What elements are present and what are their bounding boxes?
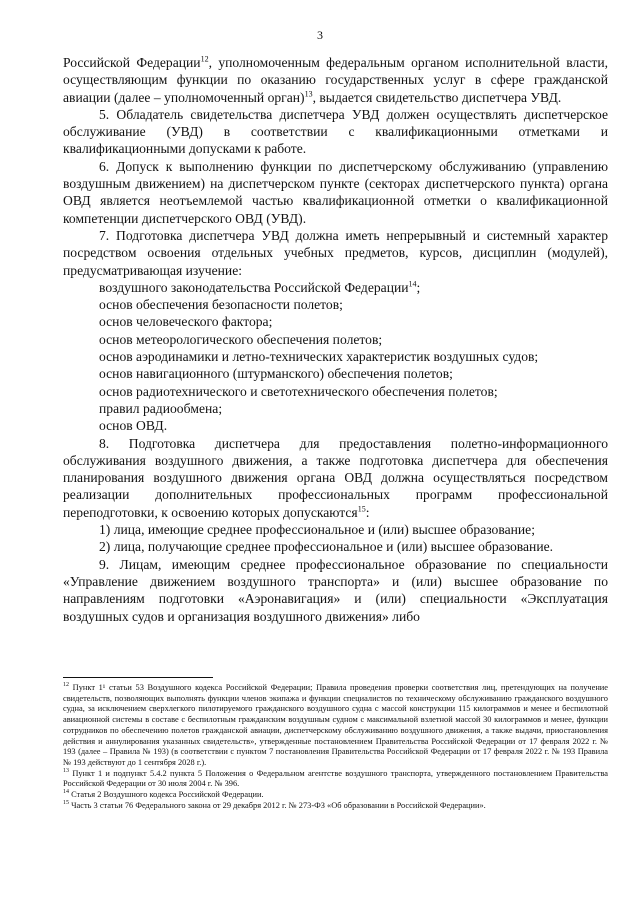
paragraph-6: 6. Допуск к выполнению функции по диспетчерскому обслуживанию (управлению воздушным движением) на диспетчерском пункте (секторах диспетчерского пункта) органа ОВД является неотъемлемой частью квалификационной отметки о квалификационной компетенции диспетчерского ОВД (УВД). <box>63 158 608 226</box>
footnote-ref-13: 13 <box>304 89 313 99</box>
footnotes <box>63 683 608 811</box>
document-body <box>63 54 608 625</box>
footnote-text: Статья 2 Воздушного кодекса Российской Федерации. <box>71 790 264 800</box>
footnote-mark: 14 <box>63 789 69 796</box>
text-fragment: , уполномоченным федеральным органом исполнительной власти, осуществляющим функции по оказанию государственных услуг в сфере гражданской авиации (далее – уполномоченный орган) <box>63 55 608 105</box>
text-fragment: 8. Подготовка диспетчера для предоставления полетно-информационного обслуживания воздушного движения, а также подготовка диспетчера для обеспечения планирования воздушного движения органа ОВД должна осуществляться посредством реализации дополнительных профессиональных программ профессиональной переподготовки, к освоению которых допускаются <box>63 435 608 520</box>
subject-item: основ аэродинамики и летно-технических характеристик воздушных судов; <box>99 349 539 365</box>
paragraph-5: 5. Обладатель свидетельства диспетчера УВД должен осуществлять диспетчерское обслуживание (УВД) в соответствии с квалификационными отметками и квалификационными допусками к работе. <box>63 106 608 157</box>
text-fragment: Российской Федерации <box>63 55 201 70</box>
paragraph-7: 7. Подготовка диспетчера УВД должна иметь непрерывный и системный характер посредством освоения отдельных учебных предметов, курсов, дисциплин (модулей), предусматривающая изучение: <box>63 227 608 278</box>
text-fragment: , выдается свидетельство диспетчера УВД. <box>312 89 562 105</box>
footnote-15 <box>63 801 608 812</box>
footnote-ref-15: 15 <box>357 504 366 514</box>
subject-item: основ человеческого фактора; <box>99 314 273 330</box>
footnote-text: Часть 3 статьи 76 Федерального закона от 29 декабря 2012 г. № 273-ФЗ «Об образовании в Российской Федерации». <box>71 800 486 810</box>
paragraph-9: 9. Лицам, имеющим среднее профессиональное образование по специальности «Управление движением воздушного транспорта» и (или) высшее образование по направлениям подготовки «Аэронавигация» и (или) специальности «Эксплуатация воздушных судов и организация воздушного движения» либо <box>63 556 608 624</box>
paragraph-8-item: 1) лица, имеющие среднее профессиональное и (или) высшее образование; <box>99 522 535 538</box>
footnote-ref-12: 12 <box>200 54 209 64</box>
text-fragment: воздушного законодательства Российской Федерации <box>99 279 409 295</box>
footnote-ref-14: 14 <box>408 279 417 289</box>
footnote-text: Пункт 1 и подпункт 5.4.2 пункта 5 Положения о Федеральном агентстве воздушного транспорта, утвержденного постановлением Правительства Российской Федерации от 30 июля 2004 г. № 396. <box>63 768 609 789</box>
paragraph-8 <box>63 435 608 521</box>
footnote-12 <box>63 683 608 769</box>
footnote-text: Пункт 1¹ статьи 53 Воздушного кодекса Российской Федерации; Правила проведения проверки соответствия лиц, претендующих на получение свидетельств, позволяющих выполнять функции членов экипажа и функции специалистов по техническому обслуживанию гражданского воздушного судна, за исключением сверхлегкого пилотируемого гражданского воздушного судна с массой конструкции 115 килограммов и менее и беспилотной авиационной системы в составе с беспилотным гражданским воздушным судном с максимальной взлетной массой 30 килограммов и менее, функции сотрудников по обеспечению полетов гражданской авиации, диспетчерскому обслуживанию воздушного движения, а также выдачи, приостановления действия и аннулирования указанных свидетельств», утвержденные постановлением Правительства Российской Федерации от 17 февраля 2022 г. № 193 (далее – Правила № 193) (в соответствии с пунктом 7 постановления Правительства Российской Федерации от 17 февраля 2022 г. № 193 Правила № 193 действуют до 1 сентября 2028 г.). <box>63 683 608 767</box>
subject-item: основ метеорологического обеспечения полетов; <box>99 331 383 347</box>
footnote-mark: 12 <box>63 682 69 689</box>
subject-item <box>63 279 608 296</box>
paragraph-8-item: 2) лица, получающие среднее профессиональное и (или) высшее образование. <box>99 539 554 555</box>
subject-item: основ навигационного (штурманского) обеспечения полетов; <box>99 366 453 382</box>
footnote-mark: 13 <box>63 767 69 774</box>
footnote-14 <box>63 790 608 801</box>
paragraph-4-continuation <box>63 54 608 106</box>
footnote-mark: 15 <box>63 799 69 806</box>
text-fragment: : <box>365 504 370 520</box>
footnote-13 <box>63 769 608 790</box>
footnote-separator <box>63 677 213 678</box>
subject-item: правил радиообмена; <box>99 400 223 416</box>
subject-item: основ радиотехнического и светотехнического обеспечения полетов; <box>99 383 498 399</box>
page-number: 3 <box>317 28 323 42</box>
subject-item: основ ОВД. <box>99 418 168 434</box>
subject-item: основ обеспечения безопасности полетов; <box>99 297 343 313</box>
text-fragment: ; <box>416 279 421 295</box>
